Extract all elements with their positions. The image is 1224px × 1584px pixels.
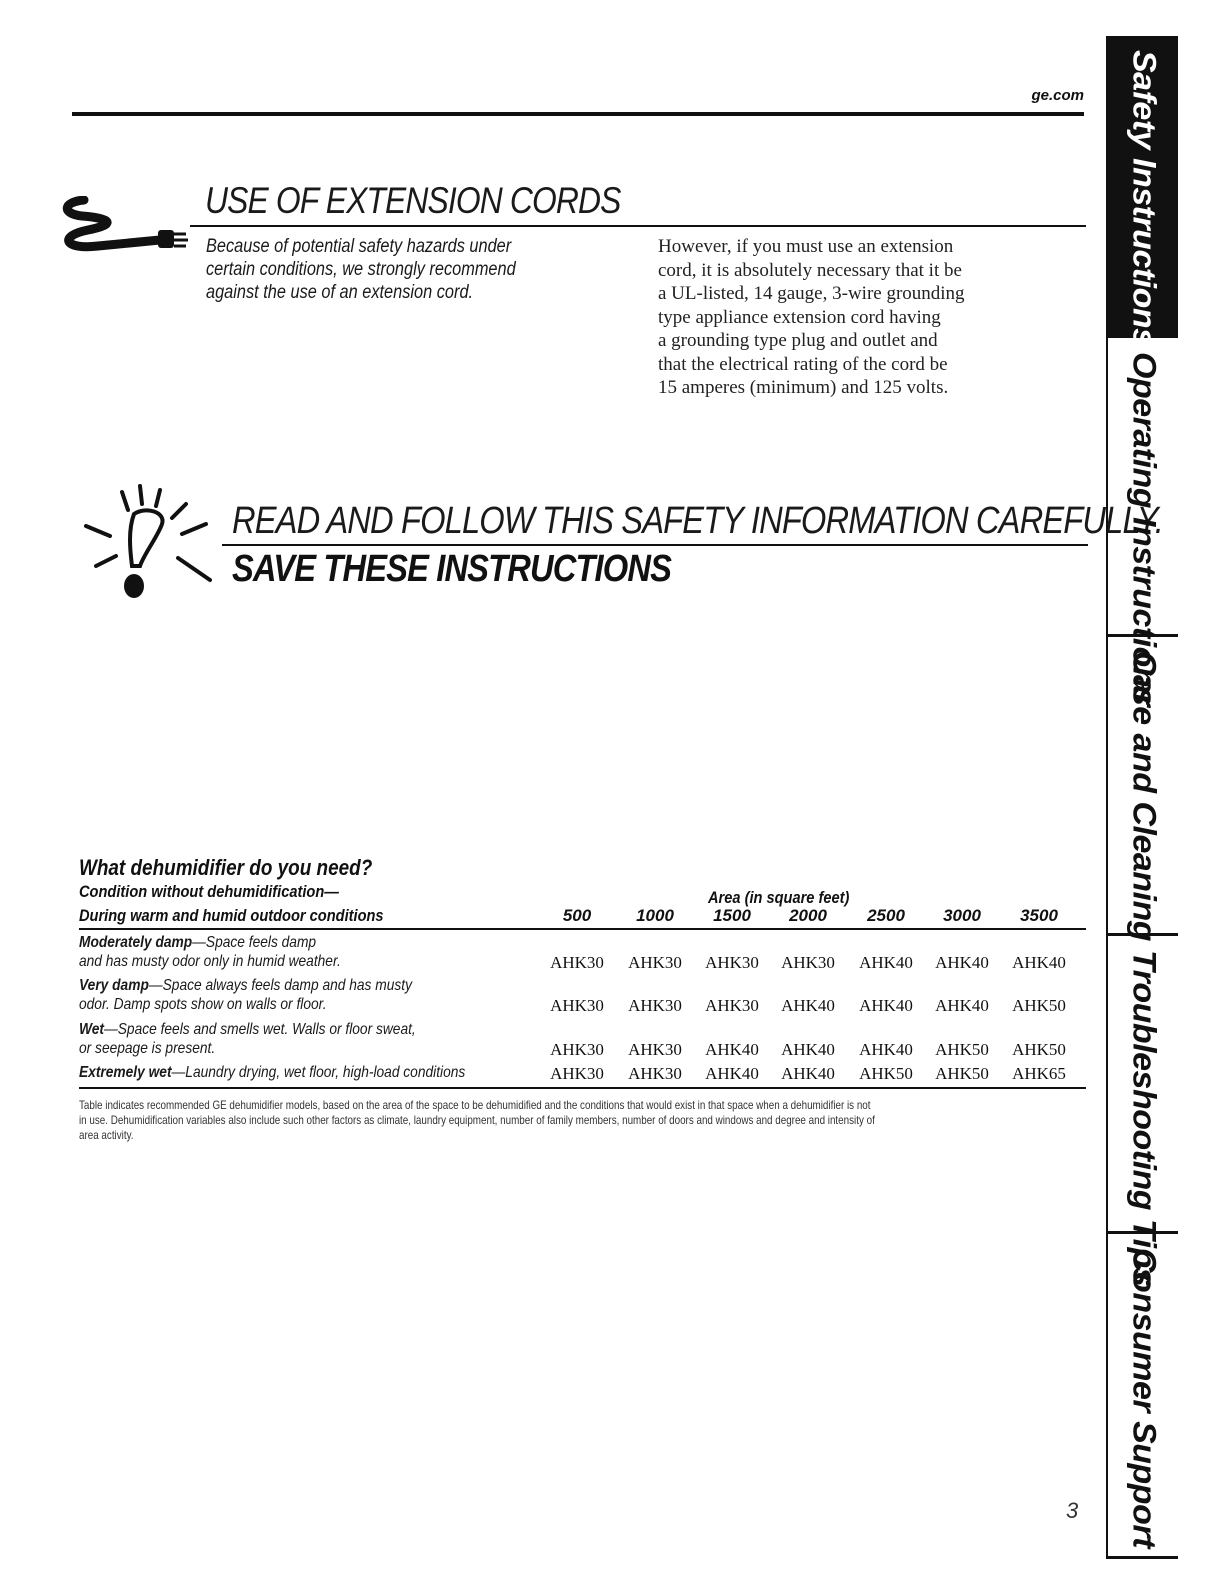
table-cell: AHK30: [550, 996, 604, 1015]
area-col-header: 1500: [713, 906, 751, 925]
tab-label: Care and Cleaning: [1125, 651, 1162, 942]
table-cell: AHK40: [781, 1064, 835, 1083]
condition-subheader: During warm and humid outdoor conditions: [79, 906, 384, 925]
table-cell: AHK30: [628, 953, 682, 972]
area-col-header: 3500: [1020, 906, 1058, 925]
table-cell: AHK30: [705, 953, 759, 972]
table-cell: AHK50: [935, 1064, 989, 1083]
table-title: What dehumidifier do you need?: [79, 855, 373, 880]
area-header: Area (in square feet): [708, 888, 850, 907]
page-number: 3: [1066, 1498, 1079, 1523]
extension-cords-title: USE OF EXTENSION CORDS: [205, 180, 621, 221]
table-cell: AHK40: [705, 1064, 759, 1083]
extension-cords-body: However, if you must use an extension cord, it is absolutely necessary that it be a UL-listed, 14 gauge, 3-wire grounding type appliance extension cord having a grounding type plug and outlet and that the electrical rating of the cord be 15 amperes (minimum) and 125 volts.: [658, 236, 965, 398]
table-cell: AHK50: [1012, 1040, 1066, 1059]
table-cell: AHK40: [705, 1040, 759, 1059]
table-cell: AHK40: [781, 1040, 835, 1059]
table-cell: AHK40: [935, 953, 989, 972]
site-url[interactable]: ge.com: [1031, 87, 1084, 104]
table-row-label: Extremely wet—Laundry drying, wet floor, high-load conditions: [79, 1064, 466, 1081]
safety-heading: READ AND FOLLOW THIS SAFETY INFORMATION CAREFULLY.: [232, 500, 1163, 542]
side-tab-nav: [1106, 36, 1178, 1560]
table-cell: AHK30: [781, 953, 835, 972]
tab-care-and-cleaning[interactable]: [1106, 637, 1178, 942]
plug-cord-icon: [58, 196, 192, 258]
extension-cords-rule: [190, 225, 1086, 227]
area-col-header: 2500: [867, 906, 905, 925]
area-col-header: 1000: [636, 906, 674, 925]
tab-label: Operating Instructions: [1125, 352, 1162, 706]
header-rule: [72, 112, 1084, 116]
exclamation-alert-icon: [82, 484, 212, 602]
table-row-label: Moderately damp—Space feels damp and has musty odor only in humid weather.: [79, 934, 341, 970]
tab-label: Consumer Support: [1125, 1248, 1162, 1548]
table-cell: AHK40: [859, 953, 913, 972]
safety-rule: [222, 544, 1088, 546]
tab-troubleshooting-tips[interactable]: [1106, 936, 1178, 1287]
area-col-header: 500: [562, 906, 592, 925]
table-cell: AHK30: [705, 996, 759, 1015]
tab-label: Troubleshooting Tips: [1125, 950, 1162, 1287]
table-row-label: Wet—Space feels and smells wet. Walls or floor sweat, or seepage is present.: [79, 1021, 416, 1057]
table-cell: AHK30: [628, 1064, 682, 1083]
table-cell: AHK50: [935, 1040, 989, 1059]
table-cell: AHK30: [550, 1064, 604, 1083]
table-cell: AHK40: [859, 1040, 913, 1059]
table-cell: AHK40: [935, 996, 989, 1015]
table-header-rule: [79, 928, 1086, 930]
table-cell: AHK40: [781, 996, 835, 1015]
area-col-header: 2000: [789, 906, 827, 925]
table-cell: AHK30: [550, 1040, 604, 1059]
table-cell: AHK40: [1012, 953, 1066, 972]
table-row-label: Very damp—Space always feels damp and has musty odor. Damp spots show on walls or floor.: [79, 977, 412, 1013]
table-cell: AHK30: [628, 996, 682, 1015]
table-cell: AHK65: [1012, 1064, 1066, 1083]
table-bottom-rule: [79, 1087, 1086, 1089]
table-cell: AHK30: [550, 953, 604, 972]
tab-consumer-support[interactable]: [1106, 1234, 1178, 1559]
save-instructions-heading: SAVE THESE INSTRUCTIONS: [232, 548, 672, 590]
table-cell: AHK50: [1012, 996, 1066, 1015]
tab-safety-instructions[interactable]: [1106, 36, 1178, 347]
tab-operating-instructions[interactable]: [1106, 338, 1178, 706]
extension-cords-warning: Because of potential safety hazards under certain conditions, we strongly recommend against the use of an extension cord.: [206, 236, 516, 303]
area-col-header: 3000: [943, 906, 981, 925]
table-cell: AHK40: [859, 996, 913, 1015]
tab-label: Safety Instructions: [1125, 50, 1162, 347]
table-footnote: Table indicates recommended GE dehumidifier models, based on the area of the space to be dehumidified and the conditions that would exist in that space when a dehumidifier is not in use. Dehumidification variables also include such other factors as climate, laundry equipment, number of family members, number of doors and windows and degree and intensity of area activity.: [79, 1098, 875, 1142]
condition-header: Condition without dehumidification—: [79, 882, 339, 901]
table-cell: AHK30: [628, 1040, 682, 1059]
table-cell: AHK50: [859, 1064, 913, 1083]
